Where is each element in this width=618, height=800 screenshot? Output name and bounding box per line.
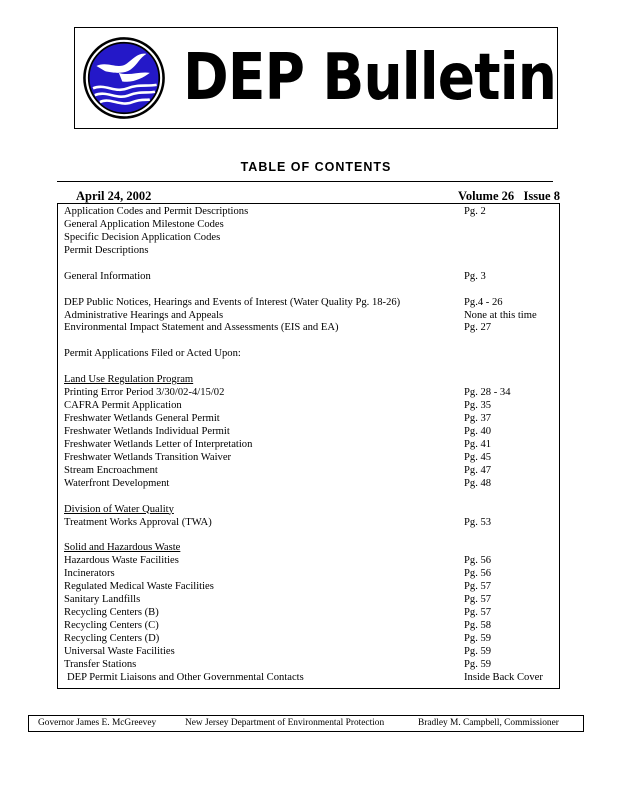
toc-entry-label: Regulated Medical Waste Facilities (64, 581, 214, 593)
toc-entry-page: Pg. 45 (464, 451, 492, 463)
toc-entry-label: Recycling Centers (B) (64, 607, 159, 619)
toc-entry-label: Permit Descriptions (64, 244, 149, 256)
toc-entry-page: Pg. 59 (464, 645, 492, 657)
toc-entry-page: Pg. 48 (464, 477, 492, 489)
toc-entry-page: Pg. 57 (464, 594, 492, 606)
toc-row (64, 659, 559, 672)
toc-spacer (64, 529, 559, 542)
toc-row (64, 465, 559, 478)
toc-entry-page: Pg. 3 (464, 270, 486, 282)
toc-entry-label: Freshwater Wetlands General Permit (64, 413, 220, 424)
toc-row (64, 219, 559, 232)
toc-entry-label: Transfer Stations (64, 658, 137, 670)
toc-row (64, 232, 559, 245)
issue-number: Issue 8 (523, 189, 560, 203)
footer-department: New Jersey Department of Environmental Protection (185, 718, 385, 728)
toc-entry-page: Pg. 58 (464, 620, 492, 631)
issue-date: April 24, 2002 (76, 189, 152, 203)
toc-list (64, 206, 559, 685)
toc-row (64, 620, 559, 633)
toc-section-heading (64, 542, 559, 555)
toc-entry-page: Pg. 59 (464, 658, 492, 670)
toc-section-heading (64, 374, 559, 387)
masthead (74, 27, 558, 129)
toc-spacer (64, 361, 559, 374)
toc-row (64, 310, 559, 323)
toc-entry-page: Pg. 35 (464, 400, 492, 412)
divider (57, 181, 553, 182)
toc-spacer (64, 258, 559, 271)
toc-entry-label: General Information (64, 270, 151, 282)
toc-row (64, 594, 559, 607)
toc-entry-label: Application Codes and Permit Descriptions (64, 206, 249, 217)
toc-row (64, 245, 559, 258)
toc-entry-page: Pg. 57 (464, 581, 492, 593)
issue-volume (458, 189, 560, 204)
toc-entry-label: DEP Public Notices, Hearings and Events of Interest (Water Quality Pg. 18-26) (64, 296, 401, 308)
toc-entry-label: Freshwater Wetlands Transition Waiver (64, 451, 232, 463)
toc-entry-page: Pg. 41 (464, 438, 492, 450)
toc-spacer (64, 335, 559, 348)
toc-table (57, 203, 560, 689)
footer-commissioner: Bradley M. Campbell, Commissioner (418, 718, 559, 728)
footer (28, 715, 584, 732)
footer-governor: Governor James E. McGreevey (38, 718, 157, 728)
toc-entry-page: Pg. 28 - 34 (464, 387, 511, 399)
toc-entry-page: Pg. 27 (464, 322, 492, 334)
dep-logo-icon (81, 34, 167, 122)
toc-entry-page: Pg. 47 (464, 464, 492, 476)
toc-entry-label: General Application Milestone Codes (64, 218, 224, 230)
toc-heading: TABLE OF CONTENTS (240, 160, 392, 174)
toc-entry-label: Freshwater Wetlands Letter of Interpretation (64, 438, 253, 450)
toc-entry-label: Recycling Centers (C) (64, 620, 159, 631)
toc-entry-page: Pg. 2 (464, 206, 486, 217)
toc-entry-label: Permit Applications Filed or Acted Upon: (64, 348, 241, 360)
toc-row (64, 672, 559, 685)
section-heading-label: Solid and Hazardous Waste (64, 542, 181, 554)
toc-row (64, 271, 559, 284)
toc-entry-page: Pg. 56 (464, 555, 492, 567)
toc-entry-label: Freshwater Wetlands Individual Permit (64, 425, 230, 437)
toc-row (64, 322, 559, 335)
toc-entry-label: Stream Encroachment (64, 464, 158, 476)
volume-number: Volume 26 (458, 189, 515, 203)
toc-section-heading (64, 504, 559, 517)
toc-entry-label: DEP Permit Liaisons and Other Governmental Contacts (67, 671, 304, 683)
toc-entry-page: Pg. 37 (464, 413, 492, 424)
toc-entry-label: Specific Decision Application Codes (64, 231, 221, 243)
issue-info (56, 189, 561, 204)
toc-entry-label: Recycling Centers (D) (64, 632, 160, 644)
toc-entry-page: Pg. 56 (464, 568, 492, 580)
toc-row (64, 607, 559, 620)
toc-entry-label: Hazardous Waste Facilities (64, 555, 179, 567)
toc-entry-label: CAFRA Permit Application (64, 400, 182, 412)
toc-entry-label: Sanitary Landfills (64, 594, 141, 606)
toc-row (64, 426, 559, 439)
toc-entry-label: Treatment Works Approval (TWA) (64, 516, 212, 528)
toc-row (64, 297, 559, 310)
toc-row (64, 568, 559, 581)
toc-row (64, 581, 559, 594)
toc-row (64, 517, 559, 530)
toc-entry-label: Printing Error Period 3/30/02-4/15/02 (64, 387, 225, 399)
toc-entry-label: Incinerators (64, 568, 115, 580)
toc-row (64, 413, 559, 426)
toc-entry-page: Pg. 53 (464, 516, 492, 528)
toc-row (64, 478, 559, 491)
toc-row (64, 400, 559, 413)
bulletin-title: DEP Bulletin (183, 41, 557, 115)
toc-spacer (64, 491, 559, 504)
section-heading-label: Division of Water Quality (64, 503, 174, 515)
section-heading-label: Land Use Regulation Program (64, 374, 194, 386)
toc-row (64, 348, 559, 361)
toc-entry-page: Pg. 57 (464, 607, 492, 619)
toc-entry-label: Universal Waste Facilities (64, 645, 175, 657)
toc-entry-page: Pg. 59 (464, 632, 492, 644)
toc-entry-page: Inside Back Cover (464, 671, 543, 683)
toc-row (64, 633, 559, 646)
toc-entry-page: Pg. 40 (464, 425, 492, 437)
toc-row (64, 387, 559, 400)
toc-entry-label: Administrative Hearings and Appeals (64, 309, 224, 321)
toc-row (64, 439, 559, 452)
toc-spacer (64, 284, 559, 297)
toc-entry-page: Pg.4 - 26 (464, 296, 503, 308)
toc-entry-label: Environmental Impact Statement and Assessments (EIS and EA) (64, 322, 339, 334)
toc-row (64, 646, 559, 659)
toc-row (64, 555, 559, 568)
toc-entry-label: Waterfront Development (64, 477, 170, 489)
toc-row (64, 206, 559, 219)
toc-entry-page: None at this time (464, 309, 537, 321)
toc-row (64, 452, 559, 465)
